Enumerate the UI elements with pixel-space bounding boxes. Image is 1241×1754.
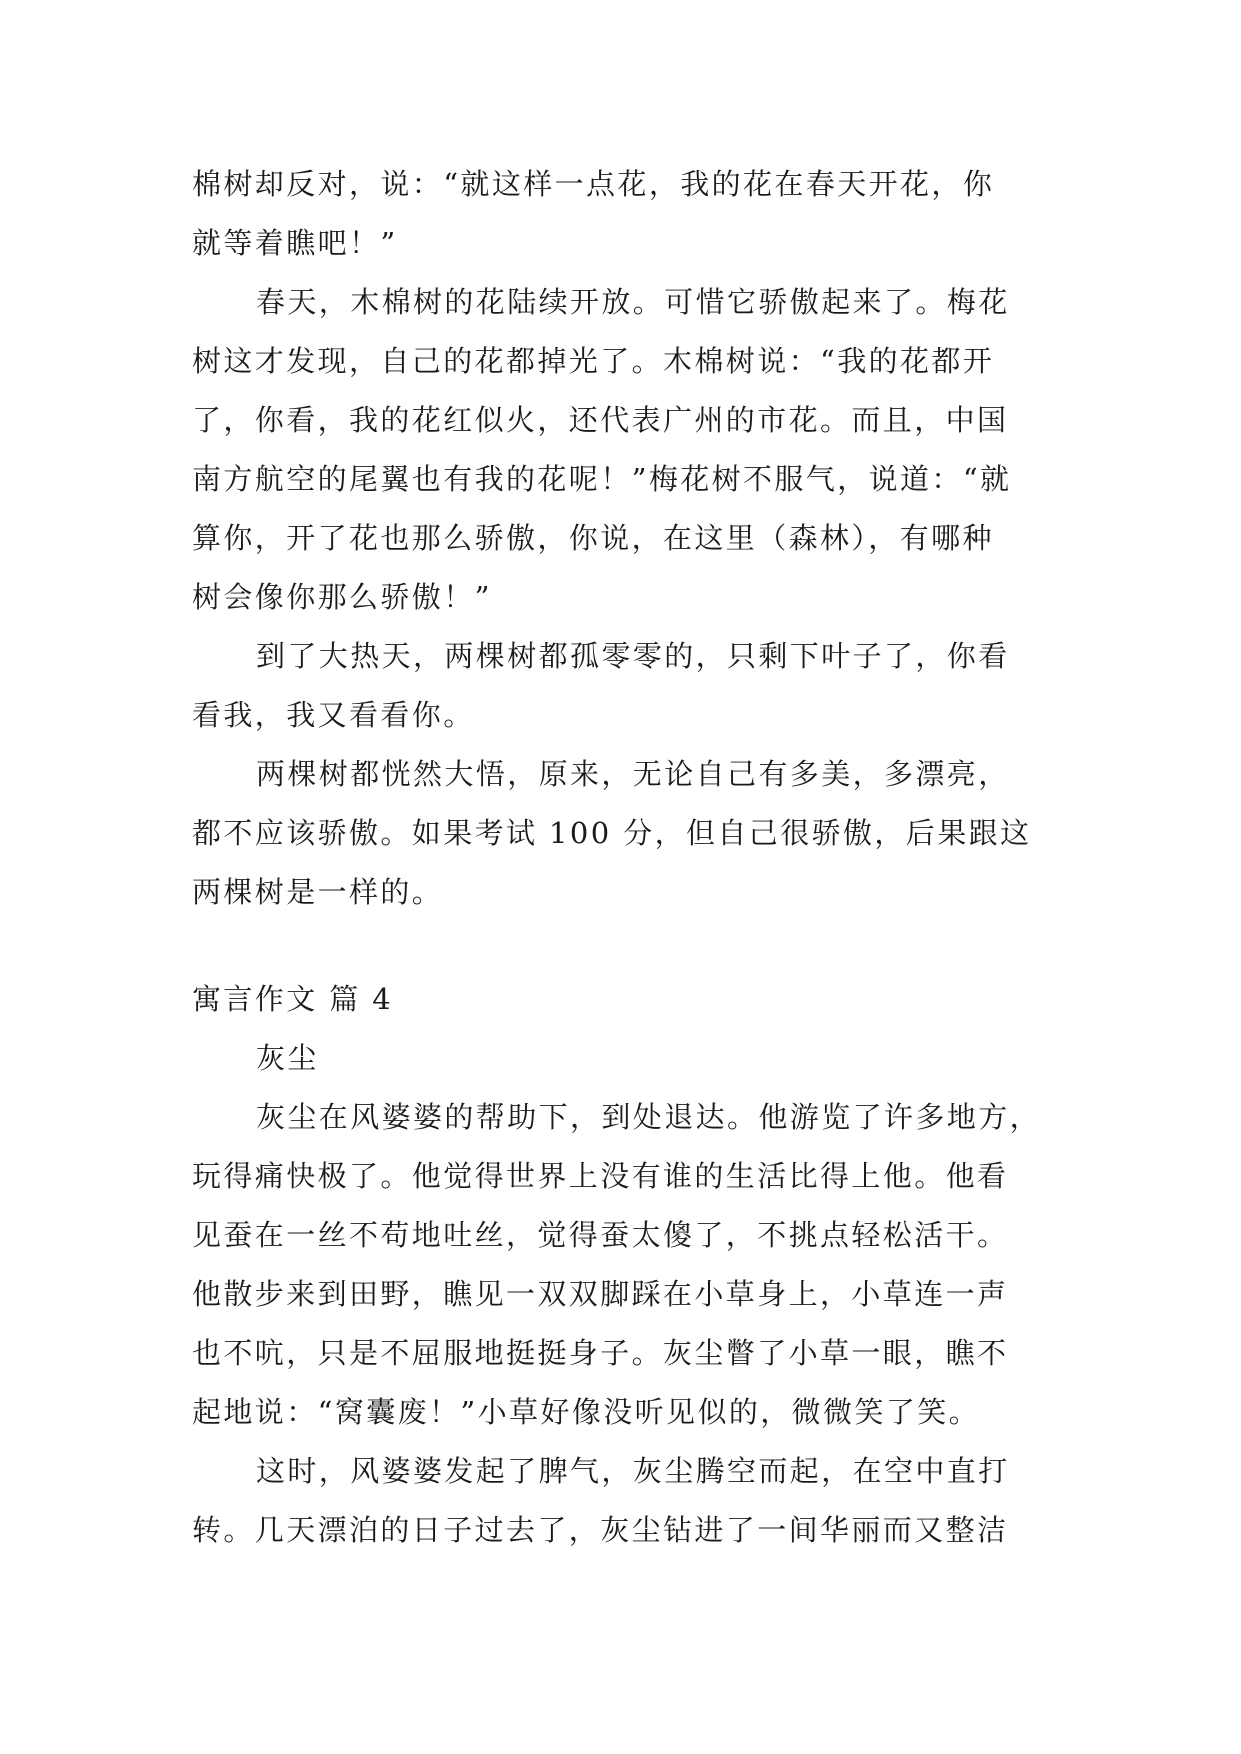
paragraph-line: 见蚕在一丝不苟地吐丝，觉得蚕太傻了，不挑点轻松活干。	[192, 1218, 1009, 1252]
paragraph-line: 了，你看，我的花红似火，还代表广州的市花。而且，中国	[192, 403, 1009, 437]
paragraph-line: 树这才发现，自己的花都掉光了。木棉树说：“我的花都开	[192, 344, 995, 378]
story-3-continuation	[192, 155, 1062, 922]
story-4	[192, 970, 1062, 1560]
story-title: 灰尘	[256, 1041, 319, 1075]
paragraph-line: 也不吭，只是不屈服地挺挺身子。灰尘瞥了小草一眼，瞧不	[192, 1336, 1009, 1370]
paragraph-line: 春天，木棉树的花陆续开放。可惜它骄傲起来了。梅花	[256, 285, 1010, 319]
paragraph-line: 他散步来到田野，瞧见一双双脚踩在小草身上，小草连一声	[192, 1277, 1009, 1311]
paragraph-line: 转。几天漂泊的日子过去了，灰尘钻进了一间华丽而又整洁	[192, 1513, 1009, 1547]
paragraph-line: 玩得痛快极了。他觉得世界上没有谁的生活比得上他。他看	[192, 1159, 1009, 1193]
paragraph-line: 两棵树是一样的。	[192, 875, 444, 909]
paragraph-line: 都不应该骄傲。如果考试 100 分，但自己很骄傲，后果跟这	[192, 816, 1032, 850]
paragraph-line: 树会像你那么骄傲！”	[192, 580, 492, 614]
paragraph-line: 棉树却反对，说：“就这样一点花，我的花在春天开花，你	[192, 167, 995, 201]
paragraph-line: 灰尘在风婆婆的帮助下，到处退达。他游览了许多地方，	[256, 1100, 1042, 1134]
paragraph-line: 看我，我又看看你。	[192, 698, 475, 732]
paragraph-line: 两棵树都恍然大悟，原来，无论自己有多美，多漂亮，	[256, 757, 1010, 791]
paragraph-line: 到了大热天，两棵树都孤零零的，只剩下叶子了，你看	[256, 639, 1010, 673]
paragraph-line: 南方航空的尾翼也有我的花呢！”梅花树不服气，说道：“就	[192, 462, 1012, 496]
paragraph-line: 算你，开了花也那么骄傲，你说，在这里（森林），有哪种	[192, 521, 994, 555]
section-heading: 寓言作文 篇 4	[192, 982, 394, 1016]
paragraph-line: 这时，风婆婆发起了脾气，灰尘腾空而起，在空中直打	[256, 1454, 1010, 1488]
paragraph-line: 就等着瞧吧！”	[192, 226, 398, 260]
paragraph-line: 起地说：“窝囊废！”小草好像没听见似的，微微笑了笑。	[192, 1395, 981, 1429]
